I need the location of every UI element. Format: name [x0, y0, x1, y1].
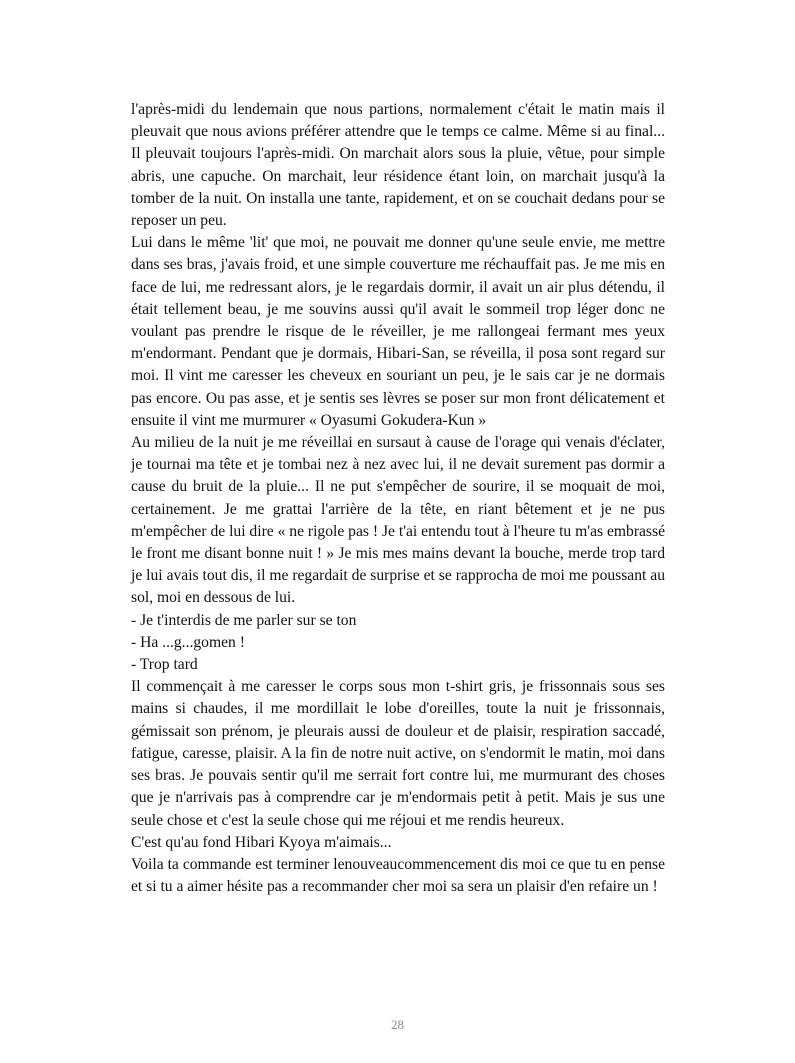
paragraph-5: C'est qu'au fond Hibari Kyoya m'aimais... [131, 833, 392, 851]
dialogue-line-3: - Trop tard [131, 656, 198, 674]
dialogue-line-2: - Ha ...g...gomen ! [131, 633, 245, 651]
paragraph-3: Au milieu de la nuit je me réveillai en sursaut à cause de l'orage qui venais d'éclater, je tournai ma tête et je tombai nez à nez avec lui, il ne devait surement pas dormir a cause du bruit de la pluie... Il ne put s'empêcher de sourire, il se moquait de moi, certainement. Je me grattai l'arrière de la tête, en riant bêtement et je ne pus m'empêcher de lui dire « ne rigole pas ! Je t'ai entendu tout à l'heure tu m'as embrassé le front me disant bonne nuit ! » Je mis mes mains devant la bouche, merde trop tard je lui avais tout dis, il me regardait de surprise et se rapprocha de moi me poussant au sol, moi en dessous de lui. [131, 434, 665, 607]
body-text [131, 99, 665, 898]
page-number: 28 [391, 1017, 404, 1032]
dialogue-line-1: - Je t'interdis de me parler sur se ton [131, 611, 357, 629]
paragraph-4: Il commençait à me caresser le corps sous mon t-shirt gris, je frissonnais sous ses mains si chaudes, il me mordillait le lobe d'oreilles, toute la nuit je frissonnais, gémissait son prénom, je pleurais aussi de douleur et de plaisir, respiration saccadé, fatigue, caresse, plaisir. A la fin de notre nuit active, on s'endormit le matin, moi dans ses bras. Je pouvais sentir qu'il me serrait fort contre lui, me murmurant des choses que je n'arrivais pas à comprendre car je m'endormais petit à petit. Mais je sus une seule chose et c'est la seule chose qui me réjoui et me rendis heureux. [131, 678, 665, 829]
author-note: Voila ta commande est terminer lenouveaucommencement dis moi ce que tu en pense et si tu a aimer hésite pas a recommander cher moi sa sera un plaisir d'en refaire un ! [131, 855, 665, 896]
paragraph-1: l'après-midi du lendemain que nous partions, normalement c'était le matin mais il pleuvait que nous avions préférer attendre que le temps ce calme. Même si au final... Il pleuvait toujours l'après-midi. On marchait alors sous la pluie, vêtue, pour simple abris, une capuche. On marchait, leur résidence étant loin, on marchait jusqu'à la tomber de la nuit. On installa une tante, rapidement, et on se couchait dedans pour se reposer un peu. [131, 101, 665, 230]
paragraph-2: Lui dans le même 'lit' que moi, ne pouvait me donner qu'une seule envie, me mettre dans ses bras, j'avais froid, et une simple couverture me réchauffait pas. Je me mis en face de lui, me redressant alors, je le regardais dormir, il avait un air plus détendu, il était tellement beau, je me souvins aussi qu'il avait le sommeil trop léger donc ne voulant pas prendre le risque de le réveiller, je me rallongeai fermant mes yeux m'endormant. Pendant que je dormais, Hibari-San, se réveilla, il posa sont regard sur moi. Il vint me caresser les cheveux en souriant un peu, je le sais car je ne dormais pas encore. Ou pas asse, et je sentis ses lèvres se poser sur mon front délicatement et ensuite il vint me murmurer « Oyasumi Gokudera-Kun » [131, 234, 665, 429]
